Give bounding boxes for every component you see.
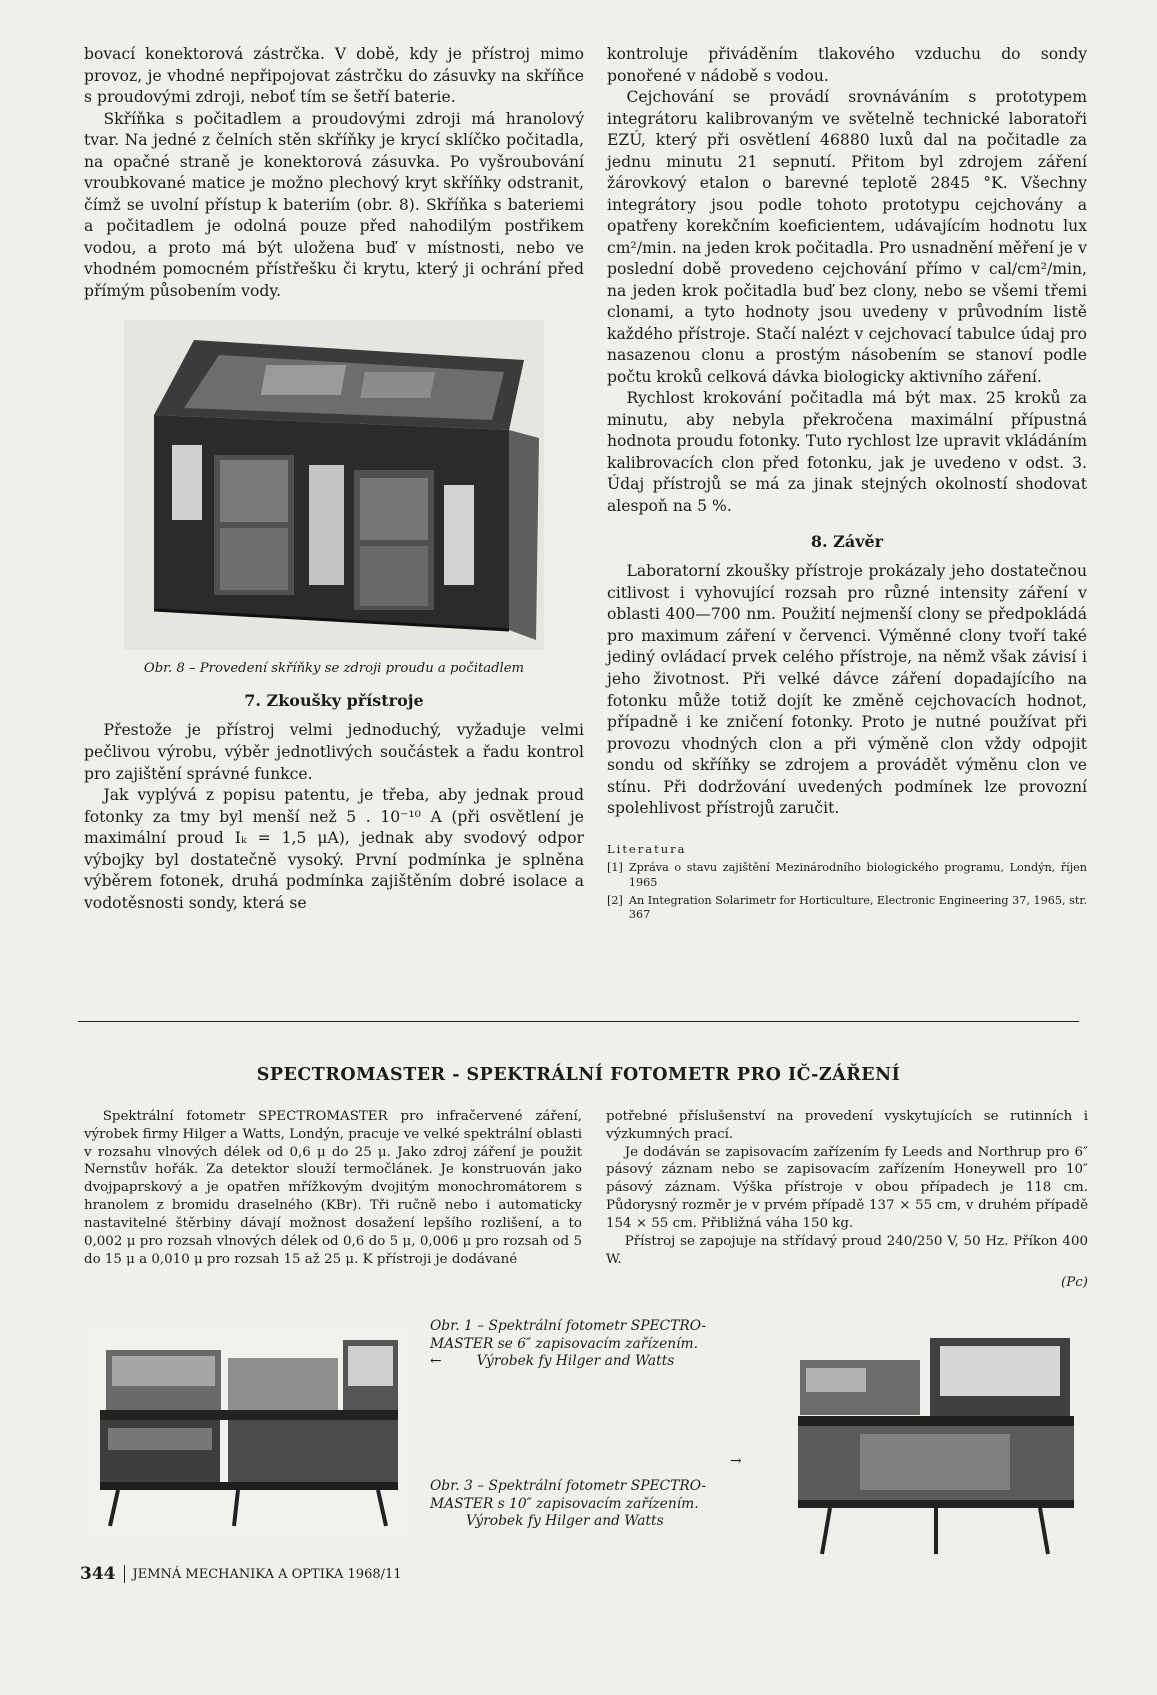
arrow-right: → (730, 1453, 742, 1469)
battery-box-illustration (124, 320, 544, 650)
figure-3-spectromaster-photo (790, 1330, 1080, 1558)
paragraph: Rychlost krokování počitadla má být max. 25 kroků za minutu, aby nebyla překročena maximální přípustná hodnota proudu fotonky. Tuto rychlost lze upravit vkládáním kalibrovacích clon před fotonku, jak je uvedeno v odst. 3. Údaj přístrojů se má za jinak stejných okolností shodovat alespoň na 5 %. (607, 389, 1087, 515)
paragraph: Cejchování se provádí srovnáváním s prototypem integrátoru kalibrovaným ve světelně technické laboratoři EZÚ, který při osvětlení 46880 luxů dal na počitadle za jednu minutu 21 sepnutí. Přitom byl zdrojem záření žárovkový etalon o barevné teplotě 2845 °K. Všechny integrátory jsou podle tohoto prototypu cejchovány a opatřeny korekčním koeficientem, udávajícím hodnotu lux cm²/min. na jeden krok počitadla. Pro usnadnění měření je v poslední době provedeno cejchování přímo v cal/cm²/min, na jeden krok počitadla buď bez clony, nebo se všemi třemi clonami, a tyto hodnoty jsou uvedeny v průvodním listě každého přístroje. Stačí nalézt v cejchovací tabulce údaj pro nasazenou clonu a prostým násobením se stanoví podle počtu kroků celková dávka biologicky aktivního záření. (607, 88, 1087, 386)
caption-line: MASTER se 6″ zapisovacím zařízením. (430, 1335, 698, 1352)
caption-line: Obr. 3 – Spektrální fotometr SPECTRO- (430, 1478, 707, 1494)
figure-8-caption: Obr. 8 – Provedení skříňky se zdroji proudu a počitadlem (143, 661, 525, 677)
caption-line: Obr. 1 – Spektrální fotometr SPECTRO- (430, 1318, 707, 1334)
figure-8-battery-box-photo (124, 320, 544, 650)
article2-right-column (606, 1108, 1088, 1292)
right-column (607, 44, 1087, 926)
article2-left-column (84, 1108, 582, 1268)
literature-heading: Literatura (607, 841, 687, 856)
spectromaster-10in-illustration (790, 1330, 1080, 1558)
literature-section (607, 842, 1087, 923)
footer-separator (124, 1565, 125, 1583)
section-title-8: 8. Závěr (810, 532, 884, 552)
article-title: SPECTROMASTER - SPEKTRÁLNÍ FOTOMETR PRO IČ-ZÁŘENÍ (256, 1065, 901, 1085)
literature-item (607, 894, 1087, 923)
journal-name: JEMNÁ MECHANIKA A OPTIKA 1968/11 (132, 1566, 402, 1582)
literature-number: [2] (607, 893, 623, 907)
article-divider (78, 1021, 1079, 1022)
literature-text: An Integration Solarimetr for Horticulture, Electronic Engineering 37, 1965, str. 367 (628, 893, 1087, 922)
paragraph: Skříňka s počitadlem a proudovými zdroji má hranolový tvar. Na jedné z čelních stěn skříňky je krycí sklíčko počitadla, na opačné straně je konektorová zásuvka. Po vyšroubování vroubkované matice je možno plechový kryt skříňky odstranit, čímž se uvolní přístup k bateriím (obr. 8). Skříňka s bateriemi a počitadlem je odolná pouze před nahodilým postřikem vodou, a proto má být uložena buď v místnosti, nebo ve vhodném pomocném přístřešku či krytu, který ji ochrání před přímým působením vody. (84, 109, 584, 300)
literature-number: [1] (607, 861, 623, 875)
paragraph: Jak vyplývá z popisu patentu, je třeba, aby jednak proud fotonky za tmy byl menší než 5 . 10⁻¹⁰ A (při osvětlení je maximální proud Iₖ = 1,5 μA), jednak aby svodový odpor výbojky byl dostatečně vysoký. První podmínka je splněna výběrem fotonek, druhá podmínka zajištěním dobré isolace a vodotěsnosti sondy, která se (84, 786, 584, 912)
spectromaster-6in-illustration (88, 1330, 408, 1530)
figure-3-caption (430, 1478, 760, 1531)
caption-line: ← Výrobek fy Hilger and Watts (430, 1353, 675, 1370)
author-signature: (Pc) (1061, 1275, 1088, 1291)
paragraph: bovací konektorová zástrčka. V době, kdy je přístroj mimo provoz, je vhodné nepřipojovat zástrčku do zásuvky na skříňce s proudovými zdroji, neboť tím se šetří baterie. (84, 45, 584, 107)
paragraph: Přestože je přístroj velmi jednoduchý, vyžaduje velmi pečlivou výrobu, výběr jednotlivých součástek a řadu kontrol pro zajištění správné funkce. (84, 721, 584, 783)
paragraph: Laboratorní zkoušky přístroje prokázaly jeho dostatečnou citlivost i vyhovující rozsah pro různé intensity záření v oblasti 400—700 nm. Použití nejmenší clony se předpokládá pro maximum záření v červenci. Výměnné clony tvoří také jediný ovládací prvek celého přístroje, na němž však závisí i jeho životnost. Při velké dávce záření dopadajícího na fotonku může totiž dojít ke změně cejchovacích hodnot, případně i ke zničení fotonky. Proto je nutné používat při provozu vhodných clon a při výměně clon vždy odpojit sondu od skříňky se zdrojem a provádět výměnu clon ve stínu. Při dodržování uvedených podmínek lze provozní spolehlivost přístrojů zaručit. (607, 562, 1087, 818)
section-title-7: 7. Zkoušky přístroje (244, 691, 424, 711)
left-column (84, 44, 584, 914)
literature-item (607, 861, 1087, 890)
page-footer (80, 1564, 402, 1584)
figure-1-caption (430, 1318, 760, 1371)
paragraph: Přístroj se zapojuje na střídavý proud 240/250 V, 50 Hz. Příkon 400 W. (606, 1233, 1088, 1267)
paragraph: potřebné příslušenství na provedení vyskytujících se rutinních i výzkumných prací. (606, 1109, 1088, 1142)
caption-line: Výrobek fy Hilger and Watts (466, 1513, 664, 1530)
literature-text: Zpráva o stavu zajištění Mezinárodního biologického programu, Londýn, říjen 1965 (628, 861, 1087, 890)
caption-line: MASTER s 10″ zapisovacím zařízením. (430, 1495, 699, 1512)
paragraph: Je dodáván se zapisovacím zařízením fy Leeds and Northrup pro 6″ pásový záznam nebo se zapisovacím zařízením Honeywell pro 10″ pásový záznam. Výška přístroje v obou případech je 118 cm. Půdorysný rozměr je v prvém případě 137 × 55 cm, v druhém případě 154 × 55 cm. Přibližná váha 150 kg. (606, 1144, 1088, 1231)
paragraph: Spektrální fotometr SPECTROMASTER pro infračervené záření, výrobek firmy Hilger a Watts, Londýn, pracuje ve velké spektrální oblasti v rozsahu vlnových délek od 0,6 μ do 25 μ. Jako zdroj záření je použit Nernstův hořák. Za detektor slouží termočlánek. Je konstruován jako dvojpaprskový a je opatřen mřížkovým dvojitým monochromátorem s hranolem z bromidu draselného (KBr). Tři ručně nebo i automaticky nastavitelné štěrbiny dávají možnost dosažení lepšího rozlišení, a to 0,002 μ pro rozsah vlnových délek od 0,6 do 5 μ, 0,006 μ pro rozsah od 5 do 15 μ a 0,010 μ pro rozsah 15 až 25 μ. K přístroji je dodávané (84, 1109, 582, 1267)
figure-1-spectromaster-photo (88, 1330, 408, 1530)
page-number: 344 (80, 1564, 116, 1584)
paragraph: kontroluje přiváděním tlakového vzduchu do sondy ponořené v nádobě s vodou. (607, 45, 1087, 85)
